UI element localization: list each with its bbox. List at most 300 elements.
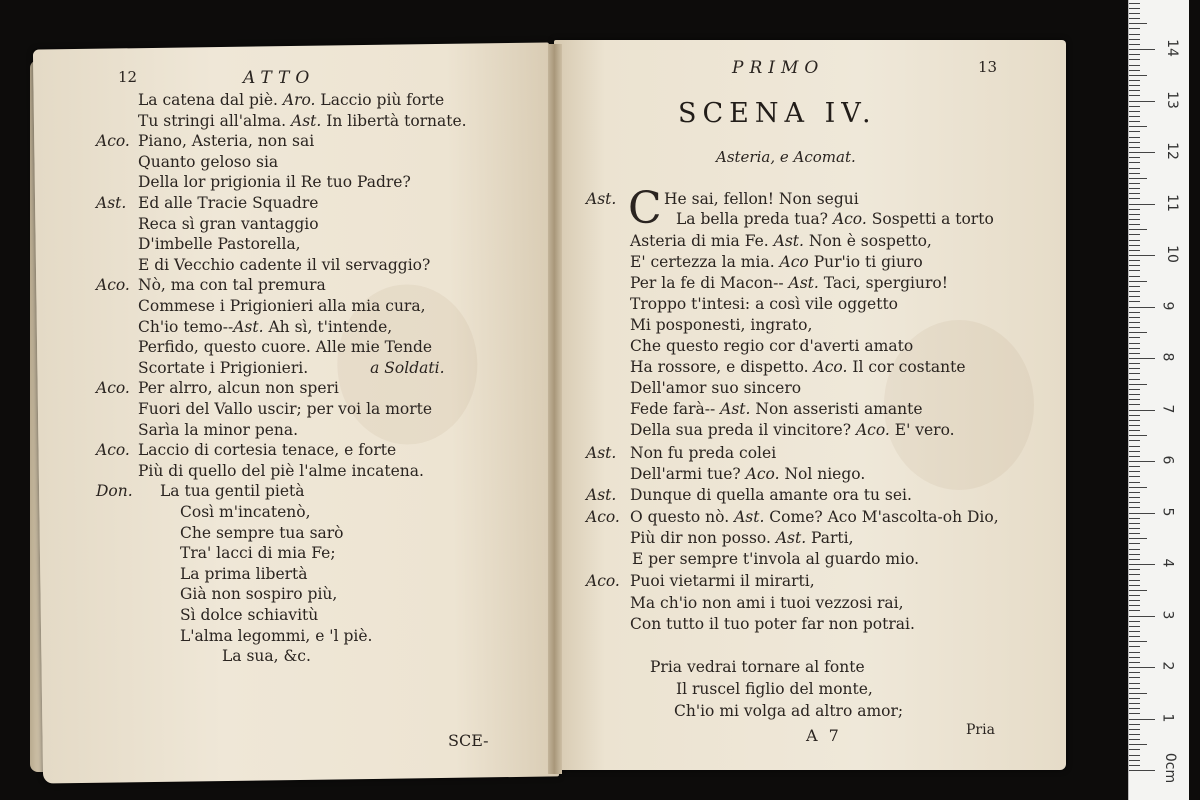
line-text: E di Vecchio cadente il vil servaggio? [138,255,431,274]
ruler-tick [1129,312,1140,313]
speaker-tag: Aco. [96,441,130,460]
ruler-number: 13 [1163,90,1180,109]
ruler-tick [1129,528,1140,529]
ruler-number: 5 [1159,507,1176,516]
line-text: Sì dolce schiavitù [180,606,319,624]
speaker-tag: Aco. [586,572,620,590]
line-text: Scortate i Prigionieri. [138,358,309,377]
ruler-tick [1129,605,1140,606]
line-text: Non fu preda colei [630,444,777,462]
line-text: Piano, Asteria, non sai [138,132,315,151]
ruler-tick [1129,430,1140,431]
speaker-tag: Ast. [586,190,617,208]
line-text: Più di quello del piè l'alme incatena. [138,461,424,480]
ruler-number: 11 [1163,193,1180,212]
text-line [180,546,336,562]
ruler-tick [1129,193,1140,194]
text-line [222,649,311,665]
ruler-tick [1129,358,1155,359]
ruler-tick [1129,337,1140,338]
ruler-tick [1129,662,1140,663]
ruler-tick [1129,621,1140,622]
ruler-tick [1129,162,1140,163]
ruler-tick [1129,461,1155,462]
text-line [180,505,311,521]
line-speaker-tag: Ast. [773,232,804,250]
ruler-tick [1129,281,1147,282]
ruler-tick [1129,749,1140,750]
line-text: La bella preda tua? [676,210,833,228]
ruler-tick [1129,95,1140,96]
line-speaker-tag: Ast. [775,529,807,547]
ruler-tick [1129,240,1140,241]
ruler-tick [1129,224,1140,225]
ruler-tick [1129,137,1140,138]
ruler-tick [1129,502,1140,503]
ruler-tick [1129,646,1140,647]
line-text-tail: Pur'io ti giuro [808,253,923,271]
line-text-tail: Non è sospetto, [803,232,932,250]
ruler-tick [1129,368,1140,369]
ruler-tick [1129,523,1140,524]
text-line [630,574,815,590]
ruler-tick [1129,39,1140,40]
line-text: Già non sospiro più, [180,585,338,604]
line-text: D'imbelle Pastorella, [138,235,301,254]
ruler-number: 4 [1159,558,1176,568]
line-text: Ch'io temo-- [138,317,234,336]
ruler-tick [1129,466,1140,467]
ruler-tick [1129,147,1140,148]
line-text: Ed alle Tracie Squadre [138,194,319,212]
ruler-tick [1129,317,1140,318]
ruler-tick [1129,75,1147,76]
line-text-tail: Non asseristi amante [750,400,923,418]
ruler-tick [1129,667,1155,668]
text-line [630,510,999,526]
ruler-tick [1129,580,1140,581]
ruler-tick [1129,44,1140,45]
ruler-tick [1129,765,1140,766]
text-line [630,402,923,418]
ruler-tick [1129,559,1140,560]
line-text: Che questo regio cor d'averti amato [630,337,914,355]
ruler-tick [1129,332,1147,333]
line-speaker-tag: Aco. [745,465,780,483]
ruler-tick [1129,301,1140,302]
line-speaker-tag: Aco. [813,358,848,376]
ruler-tick [1129,59,1140,60]
right-running-head: PRIMO [732,58,825,78]
text-line [632,552,919,568]
ruler-tick [1129,121,1140,122]
ruler-tick [1129,389,1140,390]
ruler-tick [1129,564,1155,565]
ruler-tick [1129,533,1140,534]
text-line [180,523,344,542]
ruler-tick [1129,415,1140,416]
line-text: Dell'amor suo sincero [630,379,802,397]
ruler-tick [1129,497,1140,498]
ruler-tick [1129,420,1140,421]
ruler-tick [1129,507,1140,508]
ruler-tick [1129,734,1140,735]
ruler-tick [1129,616,1155,617]
ruler-tick [1129,363,1140,364]
ruler-number: 14 [1163,39,1180,57]
ruler-tick [1129,683,1140,684]
ruler-tick [1129,626,1140,627]
ruler-tick [1129,590,1147,591]
text-line [138,214,319,233]
text-line [630,255,923,271]
line-text: Puoi vietarmi il mirarti, [630,572,815,590]
ruler-number: 7 [1159,404,1176,413]
ruler-tick [1129,327,1140,328]
ruler-tick [1129,204,1155,205]
line-text: Più dir non posso. [630,529,776,547]
text-line [138,340,432,356]
line-text: Nò, ma con tal premura [138,276,326,295]
ruler-tick [1129,373,1140,374]
ruler-number: 3 [1159,610,1176,619]
ruler-tick [1129,229,1147,230]
line-text: Commese i Prigionieri alla mia cura, [138,297,426,315]
scene-characters: Asteria, e Acomat. [716,148,856,166]
text-line [630,297,898,313]
line-text-tail: Ah sì, t'intende, [263,317,393,336]
ruler-tick [1129,173,1140,174]
line-text: Asteria di mia Fe. [630,232,774,250]
ruler-tick [1129,152,1155,153]
ruler-tick [1129,106,1140,107]
ruler-tick [1129,446,1140,447]
line-text: Il ruscel figlio del monte, [676,680,873,698]
ruler-tick [1129,255,1155,256]
text-line [674,704,903,720]
line-text: Ma ch'io non ami i tuoi vezzosi rai, [630,594,904,612]
ruler-tick [1129,234,1140,235]
text-line [676,682,873,698]
ruler-tick [1129,214,1140,215]
ruler-unit-label: 0cm [1162,752,1179,784]
text-line [180,608,318,624]
text-line [630,339,913,355]
ruler-tick [1129,585,1140,586]
line-speaker-tag: Ast. [233,317,264,336]
line-text: Della sua preda il vincitore? [630,421,856,439]
ruler-tick [1129,574,1140,575]
ruler-tick [1129,131,1140,132]
line-text: Reca sì gran vantaggio [138,214,319,233]
ruler-tick [1129,18,1140,19]
ruler-tick [1129,291,1140,292]
line-text-tail: Laccio più forte [315,91,445,109]
line-text: Dunque di quella amante ora tu sei. [630,486,912,504]
line-text: E per sempre t'invola al guardo mio. [632,550,920,568]
line-text: Quanto geloso sia [138,152,279,171]
ruler-tick [1129,188,1140,189]
left-catchword: SCE- [448,731,489,750]
text-line [138,358,445,377]
line-speaker-tag: Aco. [855,421,890,439]
measuring-ruler [1128,0,1189,800]
ruler-tick [1129,554,1140,555]
line-text: Perfido, questo cuore. Alle mie Tende [138,338,433,357]
speaker-tag: Aco. [586,508,620,526]
ruler-tick [1129,729,1140,730]
text-line [650,660,865,676]
ruler-tick [1129,65,1140,66]
text-line [630,467,865,483]
line-text-tail: Parti, [806,529,854,547]
ruler-tick [1129,250,1140,251]
ruler-tick [1129,111,1140,112]
line-text-tail: Taci, spergiuro! [818,274,948,292]
text-line [664,192,859,208]
ruler-tick [1129,399,1140,400]
book-gutter [548,44,562,774]
line-text: Ch'io mi volga ad altro amor; [674,702,904,720]
ruler-tick [1129,168,1140,169]
line-speaker-tag: Aco [779,253,809,271]
line-speaker-tag: Ast. [291,111,322,130]
line-speaker-tag: Aro. [282,91,316,109]
line-text: Tra' lacci di mia Fe; [180,544,336,563]
text-line [138,317,393,336]
ruler-tick [1129,260,1140,261]
line-text: La prima libertà [180,564,308,583]
text-line [138,381,339,397]
ruler-tick [1129,471,1140,472]
text-line [138,461,424,480]
ruler-tick [1129,600,1140,601]
line-text-tail: Come? Aco M'ascolta-oh Dio, [764,508,999,526]
text-line [138,299,426,315]
line-text-tail: In libertà tornate. [321,111,467,130]
line-text: Della lor prigionia il Re tuo Padre? [138,173,411,192]
line-text: Mi posponesti, ingrato, [630,316,813,334]
line-text: L'alma legommi, e 'l piè. [180,626,373,645]
line-text: Ha rossore, e dispetto. [630,358,814,376]
ruler-tick [1129,451,1140,452]
text-line [138,196,318,212]
ruler-number: 9 [1159,301,1176,310]
ruler-tick [1129,543,1140,544]
ruler-tick [1129,713,1140,714]
speaker-tag: Ast. [586,486,617,504]
line-text: Così m'incatenò, [180,503,311,521]
ruler-tick [1129,476,1140,477]
ruler-tick [1129,343,1140,344]
line-text: Che sempre tua sarò [180,523,344,542]
line-text: Per la fe di Macon-- [630,274,789,292]
ruler-number: 6 [1159,455,1176,465]
text-line [138,443,396,459]
ruler-tick [1129,265,1140,266]
ruler-tick [1129,435,1147,436]
speaker-tag: Aco. [96,132,130,151]
line-text: Per alrro, alcun non speri [138,379,339,398]
ruler-tick [1129,219,1140,220]
text-line [160,484,305,500]
line-text-tail: Il cor costante [847,358,966,376]
line-text: Pria vedrai tornare al fonte [650,658,865,676]
ruler-tick [1129,688,1140,689]
ruler-tick [1129,698,1140,699]
line-text: He sai, fellon! Non segui [664,190,859,208]
line-speaker-tag: Ast. [788,274,819,292]
line-text: E' certezza la mia. [630,253,780,271]
text-line [630,488,912,504]
text-line [138,134,314,150]
ruler-tick [1129,322,1140,323]
ruler-tick [1129,770,1155,771]
ruler-tick [1129,126,1147,127]
ruler-tick [1129,456,1140,457]
right-page-number: 13 [978,58,998,76]
ruler-tick [1129,569,1140,570]
ruler-tick [1129,116,1140,117]
ruler-tick [1129,270,1140,271]
text-line [138,93,444,109]
text-line [180,564,308,583]
ruler-tick [1129,595,1140,596]
speaker-tag: Ast. [586,444,617,462]
ruler-tick [1129,28,1140,29]
text-line [630,531,854,547]
text-line [676,212,994,228]
text-line [630,596,904,612]
line-text: Dell'armi tue? [630,465,746,483]
line-text: La tua gentil pietà [160,482,305,501]
line-text: Fuori del Vallo uscir; per voi la morte [138,400,433,418]
line-text: Con tutto il tuo poter far non potrai. [630,615,915,633]
ruler-tick [1129,693,1147,694]
line-text: La sua, &c. [222,647,311,666]
ruler-number: 2 [1159,661,1176,671]
ruler-tick [1129,394,1140,395]
text-line [630,381,801,397]
line-text: O questo nò. [630,508,735,526]
ruler-tick [1129,641,1147,642]
line-text: La catena dal piè. [138,91,283,109]
ruler-tick [1129,80,1140,81]
line-text-tail: Nol niego. [779,465,866,483]
ruler-tick [1129,101,1155,102]
ruler-number: 1 [1159,713,1176,722]
signature-mark: A 7 [806,726,842,745]
ruler-tick [1129,513,1155,514]
ruler-tick [1129,487,1147,488]
left-running-head: ATTO [243,68,316,88]
ruler-tick [1129,410,1155,411]
ruler-tick [1129,538,1147,539]
ruler-tick [1129,760,1140,761]
ruler-tick [1129,286,1140,287]
speaker-tag: Don. [96,482,133,501]
text-line [630,234,932,250]
speaker-tag: Aco. [96,276,130,295]
line-speaker-tag: Aco. [832,210,867,228]
ruler-tick [1129,677,1140,678]
ruler-tick [1129,90,1140,91]
ruler-tick [1129,657,1140,658]
text-line [180,626,373,645]
ruler-tick [1129,209,1140,210]
ruler-tick [1129,245,1140,246]
text-line [630,617,915,633]
ruler-tick [1129,8,1140,9]
text-line [138,278,326,294]
drop-cap: C [628,183,662,234]
ruler-tick [1129,549,1140,550]
ruler-tick [1129,703,1140,704]
line-text-tail: Sospetti a torto [866,210,994,228]
ruler-tick [1129,708,1140,709]
ruler-tick [1129,54,1140,55]
ruler-tick [1129,183,1140,184]
ruler-tick [1129,404,1140,405]
ruler-tick [1129,518,1140,519]
text-line [630,276,948,292]
text-line [138,255,431,274]
line-text: Troppo t'intesi: a così vile oggetto [630,295,899,313]
line-text: Laccio di cortesia tenace, e forte [138,441,397,460]
ruler-tick [1129,379,1140,380]
text-line [138,152,279,171]
text-line [630,360,966,376]
ruler-tick [1129,719,1155,720]
right-catchword: Pria [966,722,995,738]
ruler-number: 10 [1163,245,1180,263]
ruler-tick [1129,353,1140,354]
ruler-tick [1129,198,1140,199]
ruler-tick [1129,631,1140,632]
ruler-tick [1129,142,1140,143]
line-speaker-tag: Ast. [720,400,751,418]
line-text: Fede farà-- [630,400,721,418]
speaker-tag: Ast. [96,194,127,212]
line-speaker-tag: a Soldati. [370,358,445,377]
ruler-tick [1129,482,1140,483]
text-line [138,175,411,191]
ruler-tick [1129,23,1147,24]
ruler-tick [1129,425,1140,426]
ruler-tick [1129,492,1140,493]
scene-title: SCENA IV. [678,98,877,129]
ruler-tick [1129,440,1140,441]
left-page-number: 12 [118,68,138,86]
text-line [630,423,955,439]
ruler-tick [1129,636,1140,637]
ruler-tick [1129,296,1140,297]
ruler-tick [1129,276,1140,277]
ruler-tick [1129,724,1140,725]
ruler-tick [1129,610,1140,611]
ruler-tick [1129,672,1140,673]
text-line [630,446,776,462]
ruler-tick [1129,157,1140,158]
speaker-tag: Aco. [96,379,130,398]
ruler-tick [1129,49,1155,50]
ruler-tick [1129,384,1147,385]
ruler-tick [1129,70,1140,71]
text-line [138,420,299,439]
text-line [630,318,812,334]
ruler-number: 8 [1159,352,1176,362]
ruler-tick [1129,13,1140,14]
